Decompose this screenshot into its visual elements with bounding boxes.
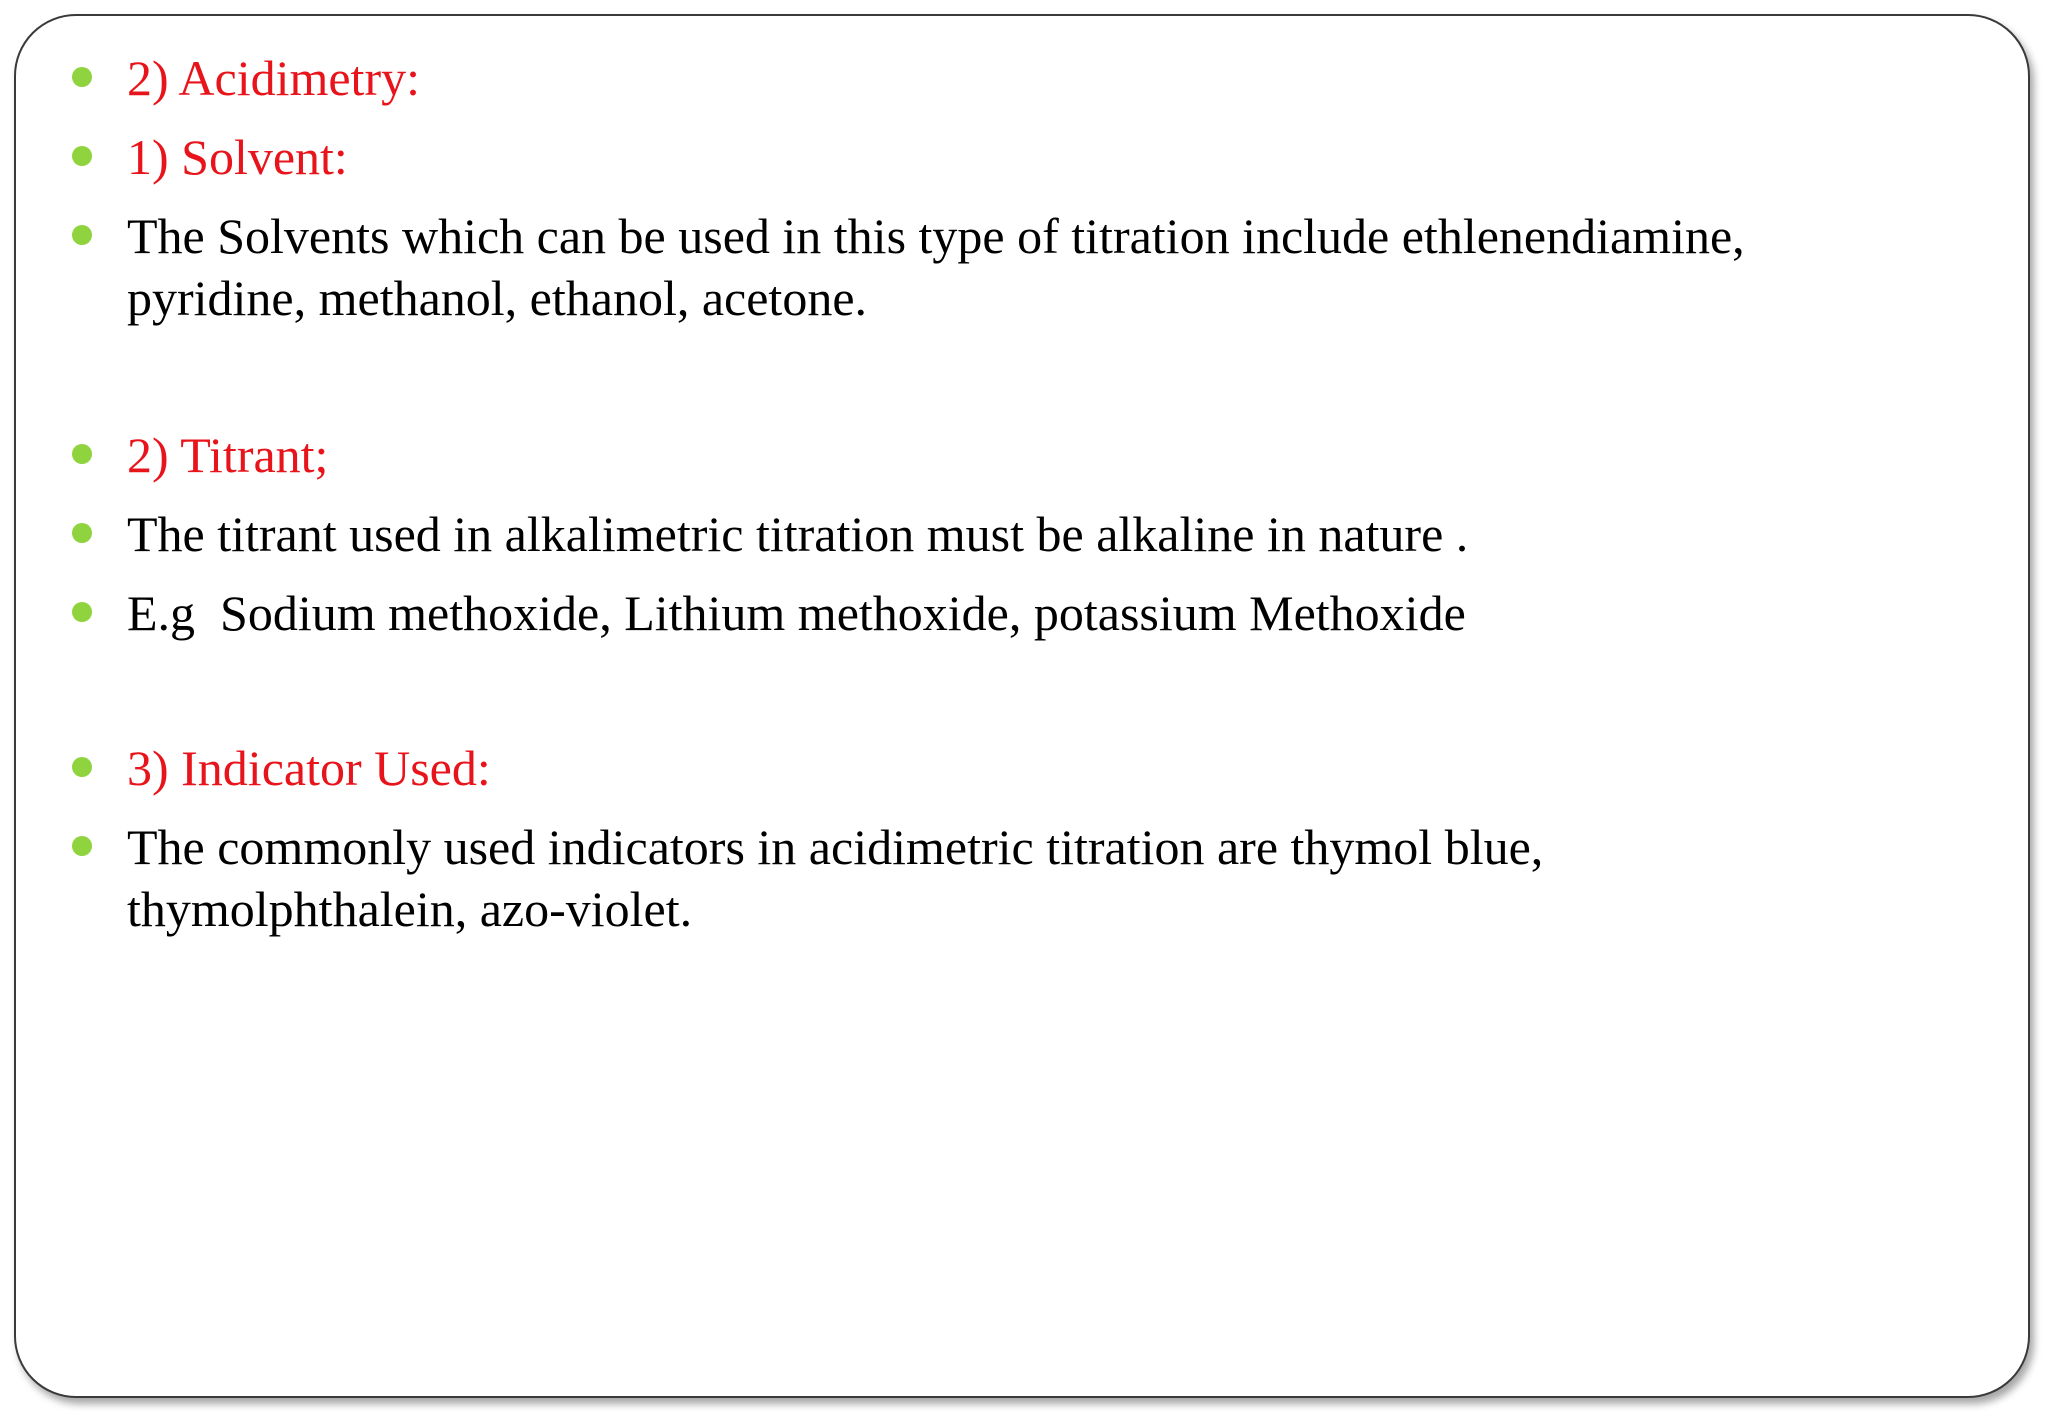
heading-acidimetry: 2) Acidimetry:: [127, 50, 420, 106]
bullet-dot-icon: [72, 225, 92, 245]
bullet-dot-icon: [72, 757, 92, 777]
bullet-dot-icon: [72, 836, 92, 856]
heading-titrant: 2) Titrant;: [127, 427, 329, 483]
bullet-dot-icon: [72, 444, 92, 464]
bullet-dot-icon: [72, 523, 92, 543]
solvents-text: The Solvents which can be used in this type of titration include ethlenendiamine, pyridine, methanol, ethanol, acetone.: [127, 208, 1758, 326]
titrant-text: The titrant used in alkalimetric titration must be alkaline in nature .: [127, 506, 1469, 562]
indicators-text: The commonly used indicators in acidimetric titration are thymol blue, thymolphthalein, azo-violet.: [127, 819, 1556, 937]
titrant-examples-text: E.g Sodium methoxide, Lithium methoxide, potassium Methoxide: [127, 585, 1466, 641]
bullet-dot-icon: [72, 67, 92, 87]
heading-solvent: 1) Solvent:: [127, 129, 348, 185]
heading-indicator: 3) Indicator Used:: [127, 740, 491, 796]
bullet-dot-icon: [72, 146, 92, 166]
bullet-dot-icon: [72, 602, 92, 622]
